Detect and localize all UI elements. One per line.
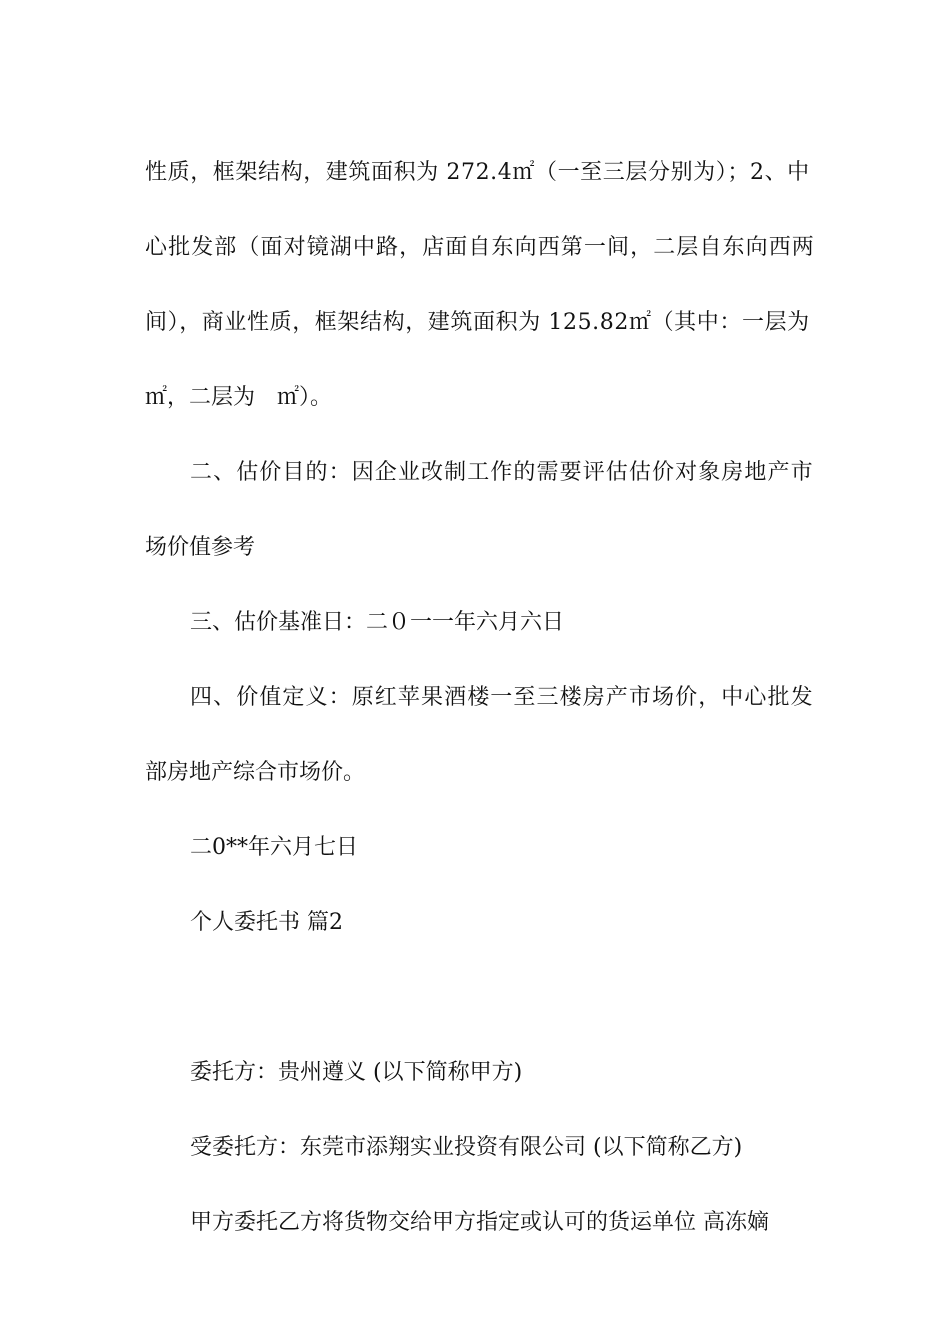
- paragraph-line: 委托方：贵州遵义 (以下简称甲方): [190, 1060, 523, 1085]
- paragraph-line: 部房地产综合市场价。: [145, 760, 366, 785]
- section-heading: 个人委托书 篇2: [190, 910, 343, 935]
- paragraph-line: 三、估价基准日：二０一一年六月六日: [190, 610, 565, 635]
- paragraph-line: 二、估价目的：因企业改制工作的需要评估估价对象房地产市: [190, 460, 814, 485]
- paragraph-line: ㎡，二层为 ㎡）。: [145, 385, 333, 410]
- paragraph-line: 甲方委托乙方将货物交给甲方指定或认可的货运单位 高冻嫡: [190, 1210, 769, 1235]
- date-line: 二0**年六月七日: [190, 835, 358, 860]
- paragraph-line: 性质，框架结构，建筑面积为 272.4㎡（一至三层分别为）；2、中: [145, 160, 810, 185]
- paragraph-line: 间），商业性质，框架结构，建筑面积为 125.82㎡（其中：一层为: [145, 310, 810, 335]
- paragraph-line: 场价值参考: [145, 535, 256, 560]
- paragraph-line: 受委托方：东莞市添翔实业投资有限公司 (以下简称乙方): [190, 1135, 743, 1160]
- paragraph-line: 四、价值定义：原红苹果酒楼一至三楼房产市场价，中心批发: [190, 685, 814, 710]
- paragraph-line: 心批发部（面对镜湖中路，店面自东向西第一间，二层自东向西两: [145, 235, 815, 260]
